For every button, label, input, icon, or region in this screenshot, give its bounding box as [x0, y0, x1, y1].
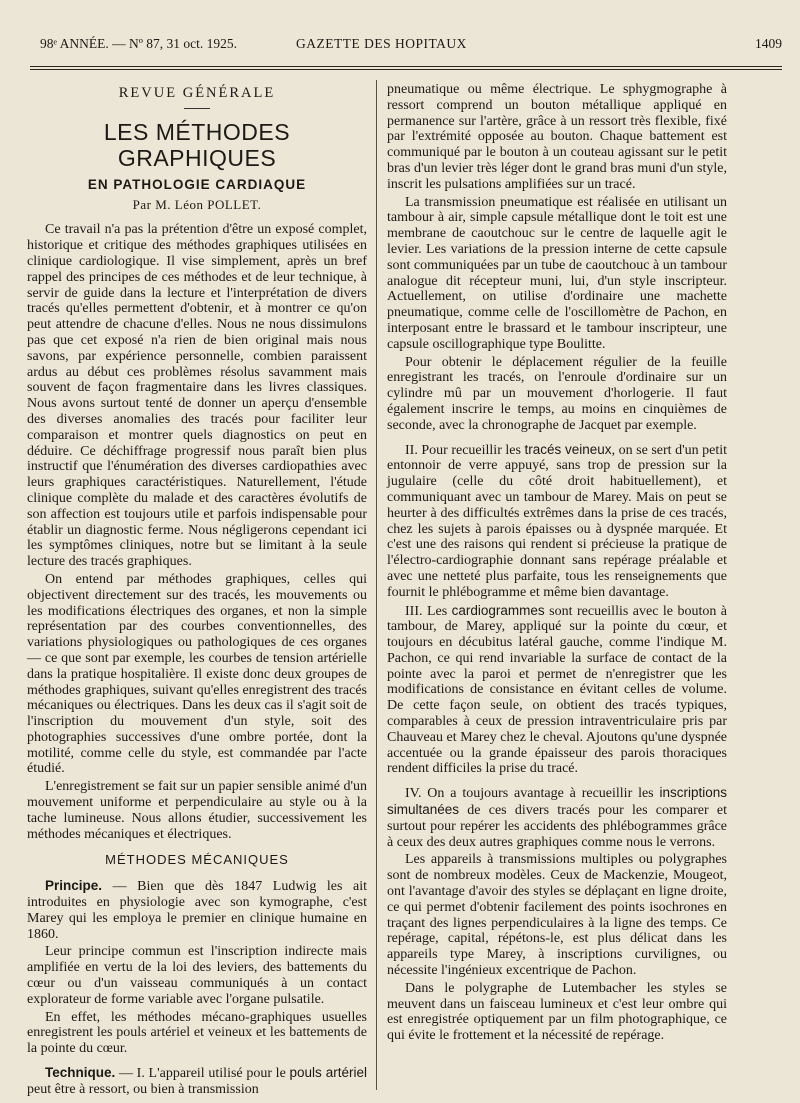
left-column — [27, 82, 367, 1100]
right-paragraph-1: pneumatique ou même électrique. Le sphygmographe à ressort comprend un bouton métallique appliqué en permanence sur l'artère, grâce à un ressort très flexible, fixé par l'extrémité opposée au bouton. Chaque battement est communiqué par le bouton à un couteau agissant sur le petit bras d'un levier très léger dont le grand bras muni d'un style, inscrit les pulsations amplifiées sur un tracé. — [387, 82, 727, 192]
rubric-rule — [184, 108, 210, 109]
header-rule-top — [30, 66, 782, 67]
principe-paragraph — [27, 878, 367, 942]
technique-paragraph — [27, 1065, 367, 1098]
veineux-keyword: tracés veineux — [524, 441, 612, 457]
section-heading: MÉTHODES MÉCANIQUES — [105, 852, 289, 868]
page-number: 1409 — [755, 36, 782, 51]
article-byline: Par M. Léon POLLET. — [132, 196, 262, 212]
intro-paragraph-3: L'enregistrement se fait sur un papier sensible animé d'un mouvement uniforme et perpendiculaire au style ou à la tache lumineuse. Nous allons étudier, successivement les méthodes mécaniques et électriques. — [27, 779, 367, 842]
principe-label: Principe. — [45, 878, 103, 894]
rubric: REVUE GÉNÉRALE — [118, 85, 276, 101]
article-subtitle: EN PATHOLOGIE CARDIAQUE — [87, 176, 307, 192]
right-paragraph-7: Les appareils à transmissions multiples ou polygraphes sont de nombreux modèles. Ceux de Mackenzie, Mougeot, ont l'avantage d'avoir des styles se déplaçant en ligne droite, ce qui permet d'obtenir facilement des points isochrones en traçant des lignes perpendiculaires à la ligne des temps. Ce repérage, capital, répétons-le, est plus délicat dans les appareils type Marey, à inscriptions curvilignes, ou nécessite l'ingénieux excentrique de Pachon. — [387, 852, 727, 979]
principe-text: — Bien que dès 1847 Ludwig les ait introduites en physiologie avec son kymographe, c'est Marey qui les employa le premier en clinique humaine en 1860. — [27, 879, 368, 942]
article-title: LES MÉTHODES GRAPHIQUES — [103, 118, 291, 171]
technique-label: Technique. — [45, 1065, 116, 1081]
issue-info: 98ᵉ ANNÉE. — Nº 87, 31 oct. 1925. — [40, 36, 238, 51]
header-rule-bottom — [30, 69, 782, 70]
right-paragraph-3: Pour obtenir le déplacement régulier de la feuille enregistrant les tracés, on l'enroule d'ordinaire sur un cylindre mû par un mouvement d'horlogerie. Il faut également inscrire le temps, au moins en cinquièmes de seconde, avec la chronographe de Jacquet par exemple. — [387, 354, 727, 433]
cardiogrammes-keyword: cardiogrammes — [451, 602, 545, 618]
principe-paragraph-2: Leur principe commun est l'inscription indirecte mais amplifiée en vertu de la loi des leviers, des battements du cœur ou d'un vaisseau communiqués à un contact explorateur de forme variable avec l'organe pulsatile. — [27, 944, 367, 1007]
technique-text-before: — I. L'appareil utilisé pour le — [118, 1066, 286, 1082]
right-paragraph-8: Dans le polygraphe de Lutembacher les styles se meuvent dans un faisceau lumineux et c'est leur ombre qui est enregistrée optiquement par un film photographique, ce qui évite le frottement et la nécessité de repérage. — [387, 980, 727, 1044]
principe-paragraph-3: En effet, les méthodes mécano-graphiques usuelles enregistrent les pouls artériel et veineux et les battements de la pointe du cœur. — [27, 1009, 367, 1057]
technique-keyword: pouls artériel — [289, 1065, 367, 1081]
intro-paragraph-1: Ce travail n'a pas la prétention d'être un exposé complet, historique et critique des méthodes graphiques utilisées en clinique cardiologique. Il vise simplement, après un bref rappel des principes de ces méthodes et de leur technique, à servir de guide dans la lecture et l'interprétation de divers tracés qu'elles permettent d'obtenir, et à montrer ce qu'on peut attendre de chacune d'elles. Nous ne nous dissimulons pas que cet exposé n'a rien de bien original mais nous savons, par expérience personnelle, combien paraissent ardus au début ces problèmes résolus savamment mais souvent de façon fragmentaire dans les livres classiques. Nous avons surtout tenté de donner un aperçu d'ensemble des diverses anomalies des tracés pour faciliter leur comparaison et montrer quels diagnostics on peut en déduire. Ce déchiffrage progressif nous paraît bien plus instructif que l'énumération des diverses cardiopathies avec leurs graphiques caractéristiques. Naturellement, l'étude clinique complète du malade et des caractères évolutifs de son affection est toujours utile et parfois indispensable pour établir un diagnostic ferme. Nous négligerons cependant ici les symptômes cliniques, notre but se limitant à la seule lecture des tracés graphiques. — [27, 222, 367, 570]
right-paragraph-2: La transmission pneumatique est réalisée en utilisant un tambour à air, simple capsule métallique dont le toit est une membrane de caoutchouc sur le centre de laquelle agit le levier. Les variations de la pression interne de cette capsule sont communiquées par un tube de caoutchouc à un tambour analogue dit récepteur muni, lui, d'un style inscripteur. Actuellement, on utilise d'ordinaire une machette pneumatique, comme celle de l'oscillomètre de Pachon, en interposant entre le brassard et le tambour inscripteur, une capsule oscillographique type Boulitte. — [387, 194, 727, 352]
technique-text-after: peut être à ressort, ou bien à transmission — [27, 1081, 259, 1097]
journal-title: GAZETTE DES HOPITAUX — [296, 36, 467, 51]
right-paragraph-6: IV. On a toujours avantage à recueillir les inscriptions simultanées de ces divers tracés pour les comparer et surtout pour repérer les accidents des phlébogrammes grâce à ceux des deux autres graphiques comme nous le verrons. — [387, 785, 727, 850]
running-header — [40, 36, 782, 62]
right-paragraph-4: II. Pour recueillir les tracés veineux, on se sert d'un petit entonnoir de verre appuyé, sans trop de pression sur la jugulaire (celle du côté droit habituellement), et communiquant avec un tambour de Marey. Mais on peut se heurter à des difficultés extrêmes dans la prise de ces tracés, chez les sujets à parois épaisses ou à dyspnée marquée. Et c'est une des raisons qui rendent si précieuse la pratique de l'électro-cardiographie donnant sans repérage préalable et avec une netteté plus parfaite, tous les renseignements que fournit le phlébogramme et même bien davantage. — [387, 441, 727, 600]
column-divider — [376, 80, 377, 1090]
simultanees-keyword: inscriptions simultanées — [387, 785, 727, 818]
intro-paragraph-2: On entend par méthodes graphiques, celles qui objectivent directement sur des tracés, les mouvements ou les modifications électriques des organes, et non la simple représentation par des courbes conventionnelles, des variations physiologiques ou pathologiques de ces organes — ce que sont par exemple, les courbes de tension artérielle dans la pratique hospitalière. Il existe donc deux groupes de méthodes graphiques, suivant qu'elles enregistrent des tracés mécaniques ou électriques. Dans les deux cas il s'agit soit de l'inscription du mouvement d'un style, soit des photographies successives d'une ombre portée, dont la motilité, comme celle du style, est commandée par l'acte étudié. — [27, 571, 367, 777]
right-column — [387, 82, 727, 1046]
right-paragraph-5: III. Les cardiogrammes sont recueillis avec le bouton à tambour, de Marey, appliqué sur la pointe du cœur, et toujours en décubitus latéral gauche, comme l'indique M. Pachon, ce qui rend invariable la surface de contact de la pointe avec la paroi et permet de n'enregistrer que les modifications de consistance en évitant celles de volume. De cette façon seule, on obtient des tracés typiques, comparables à ceux de pression intraventriculaire pris par Chauveau et Marey chez le cheval. Ajoutons qu'une dyspnée accentuée ou la grande épaisseur des parois thoraciques rendent difficiles la prise du tracé. — [387, 602, 728, 777]
